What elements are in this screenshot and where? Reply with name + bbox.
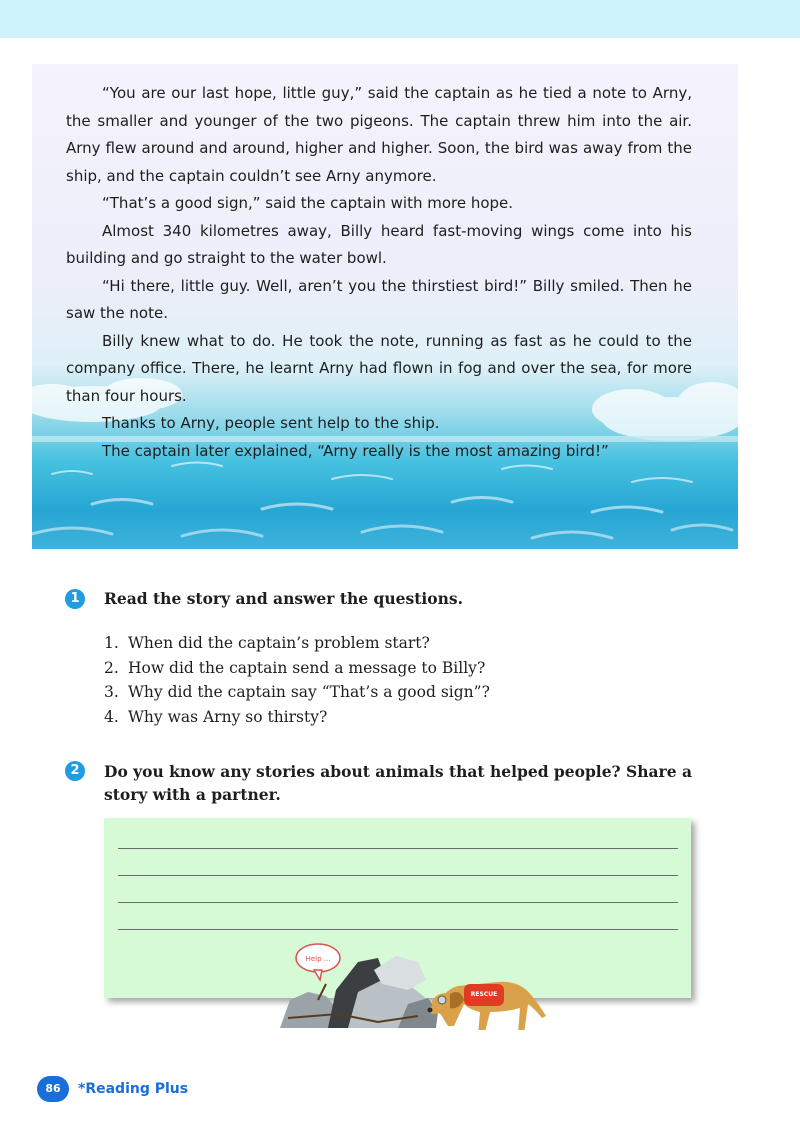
exercise-1-question-list <box>104 631 490 729</box>
story-panel <box>32 64 738 549</box>
story-text <box>66 80 692 465</box>
exercise-1-instruction: Read the story and answer the questions. <box>104 589 464 608</box>
answer-line <box>118 902 678 903</box>
story-paragraph: “You are our last hope, little guy,” said the captain as he tied a note to Arny, the smaller and younger of the two pigeons. The captain threw him into the air. Arny flew around and around, higher and higher. Soon, the bird was away from the ship, and the captain couldn’t see Arny anymore. <box>66 84 692 185</box>
page-number: 86 <box>37 1076 69 1102</box>
rescue-dog-illustration <box>278 940 548 1030</box>
answer-line <box>118 848 678 849</box>
story-paragraph: Almost 340 kilometres away, Billy heard fast-moving wings come into his building and go straight to the water bowl. <box>66 221 692 267</box>
story-paragraph: The captain later explained, “Arny really is the most amazing bird!” <box>102 441 609 460</box>
section-title: *Reading Plus <box>78 1081 189 1097</box>
exercise-2-instruction: Do you know any stories about animals that helped people? Share a story with a partner. <box>104 762 693 804</box>
question-item: 4. Why was Arny so thirsty? <box>104 707 328 726</box>
rescue-vest-label: RESCUE <box>470 991 498 998</box>
exercise-2-number-badge: 2 <box>65 761 85 781</box>
exercise-1-number-badge: 1 <box>65 589 85 609</box>
answer-line <box>118 929 678 930</box>
story-paragraph: “Hi there, little guy. Well, aren’t you the thirstiest bird!” Billy smiled. Then he saw the note. <box>66 276 692 322</box>
question-item: 3. Why did the captain say “That’s a good sign”? <box>104 683 490 701</box>
story-paragraph: “That’s a good sign,” said the captain with more hope. <box>102 194 514 212</box>
question-item: 2. How did the captain send a message to Billy? <box>104 658 486 677</box>
story-paragraph: Billy knew what to do. He took the note, running as fast as he could to the company office. There, he learnt Arny had flown in fog and over the sea, for more than four hours. <box>66 331 692 405</box>
question-item: 1. When did the captain’s problem start? <box>104 634 430 652</box>
speech-bubble-text: Help ... <box>305 955 331 963</box>
answer-line <box>118 875 678 876</box>
dog <box>428 982 547 1030</box>
story-paragraph: Thanks to Arny, people sent help to the ship. <box>102 414 440 432</box>
top-band <box>0 0 800 38</box>
